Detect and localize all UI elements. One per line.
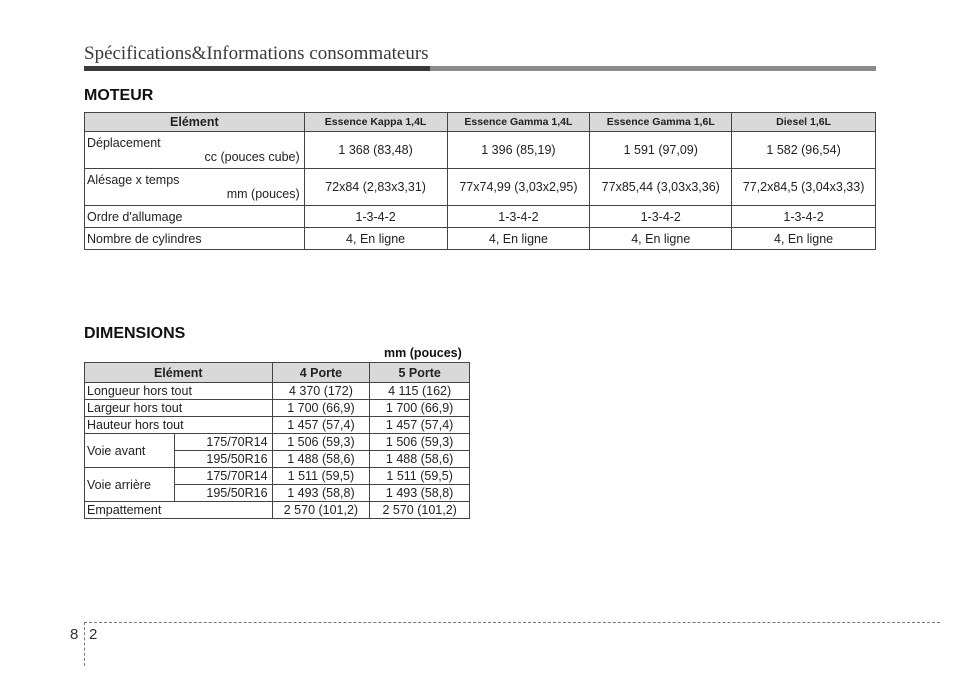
table-row [85, 502, 470, 519]
table-cell: 1 457 (57,4) [272, 417, 370, 434]
table-cell: 4 370 (172) [272, 383, 370, 400]
row-unit: cc (pouces cube) [204, 150, 300, 164]
moteur-col-header: Essence Kappa 1,4L [304, 113, 447, 132]
page-number-chapter: 8 [70, 626, 79, 643]
table-cell: 1 493 (58,8) [370, 485, 470, 502]
table-row [85, 228, 876, 250]
table-cell: 1 493 (58,8) [272, 485, 370, 502]
tire-size-cell: 195/50R16 [174, 485, 272, 502]
dimensions-col-header: Elément [85, 363, 273, 383]
table-cell: 1 488 (58,6) [370, 451, 470, 468]
table-cell: 4, En ligne [590, 228, 732, 250]
tire-size-cell: 175/70R14 [174, 434, 272, 451]
table-cell: 1 700 (66,9) [272, 400, 370, 417]
table-cell: 4, En ligne [304, 228, 447, 250]
table-cell: 1-3-4-2 [590, 206, 732, 228]
table-cell: 4, En ligne [447, 228, 590, 250]
page-header-title: Spécifications&Informations consommateurs [84, 43, 429, 64]
table-cell: 77x85,44 (3,03x3,36) [590, 169, 732, 206]
row-label: Longueur hors tout [85, 383, 273, 400]
dimensions-units: mm (pouces) [384, 346, 462, 360]
table-cell: 2 570 (101,2) [370, 502, 470, 519]
table-cell: 4 115 (162) [370, 383, 470, 400]
dimensions-section-title: DIMENSIONS [84, 325, 186, 342]
table-cell: 1 368 (83,48) [304, 132, 447, 169]
moteur-col-header: Essence Gamma 1,4L [447, 113, 590, 132]
table-cell: 1 506 (59,3) [272, 434, 370, 451]
row-label: Nombre de cylindres [85, 228, 305, 250]
table-row [85, 132, 876, 169]
table-cell: 1-3-4-2 [447, 206, 590, 228]
row-label-cell [85, 132, 305, 169]
table-cell: 1 457 (57,4) [370, 417, 470, 434]
moteur-header-row [85, 113, 876, 132]
moteur-col-header: Elément [85, 113, 305, 132]
table-cell: 1 700 (66,9) [370, 400, 470, 417]
dimensions-table [84, 362, 470, 519]
row-label: Hauteur hors tout [85, 417, 273, 434]
table-cell: 4, En ligne [732, 228, 876, 250]
row-label: Déplacement [87, 136, 161, 150]
row-label: Ordre d'allumage [85, 206, 305, 228]
page-number-page: 2 [89, 626, 98, 643]
table-cell: 72x84 (2,83x3,31) [304, 169, 447, 206]
footer-dashed-divider [84, 622, 85, 666]
dimensions-col-header: 4 Porte [272, 363, 370, 383]
row-label-cell [85, 169, 305, 206]
table-cell: 1 511 (59,5) [370, 468, 470, 485]
table-row [85, 468, 470, 485]
table-cell: 1-3-4-2 [304, 206, 447, 228]
table-row [85, 417, 470, 434]
tire-size-cell: 175/70R14 [174, 468, 272, 485]
table-row [85, 206, 876, 228]
moteur-table [84, 112, 876, 250]
row-label: Alésage x temps [87, 173, 180, 187]
moteur-section-title: MOTEUR [84, 87, 154, 104]
table-cell: 77,2x84,5 (3,04x3,33) [732, 169, 876, 206]
dimensions-header-row [85, 363, 470, 383]
table-cell: 1 511 (59,5) [272, 468, 370, 485]
tire-size-cell: 195/50R16 [174, 451, 272, 468]
row-label: Largeur hors tout [85, 400, 273, 417]
table-cell: 1 506 (59,3) [370, 434, 470, 451]
row-unit: mm (pouces) [226, 187, 300, 201]
table-cell: 1 582 (96,54) [732, 132, 876, 169]
table-cell: 1 396 (85,19) [447, 132, 590, 169]
dimensions-col-header: 5 Porte [370, 363, 470, 383]
table-cell: 77x74,99 (3,03x2,95) [447, 169, 590, 206]
moteur-col-header: Essence Gamma 1,6L [590, 113, 732, 132]
table-cell: 2 570 (101,2) [272, 502, 370, 519]
table-row [85, 434, 470, 451]
table-row [85, 400, 470, 417]
table-cell: 1 488 (58,6) [272, 451, 370, 468]
table-cell: 1-3-4-2 [732, 206, 876, 228]
header-rule [84, 66, 876, 71]
table-row [85, 169, 876, 206]
table-cell: 1 591 (97,09) [590, 132, 732, 169]
row-label: Voie arrière [85, 468, 175, 502]
row-label: Empattement [85, 502, 273, 519]
row-label: Voie avant [85, 434, 175, 468]
moteur-col-header: Diesel 1,6L [732, 113, 876, 132]
table-row [85, 383, 470, 400]
footer-dashed-rule [84, 622, 940, 623]
